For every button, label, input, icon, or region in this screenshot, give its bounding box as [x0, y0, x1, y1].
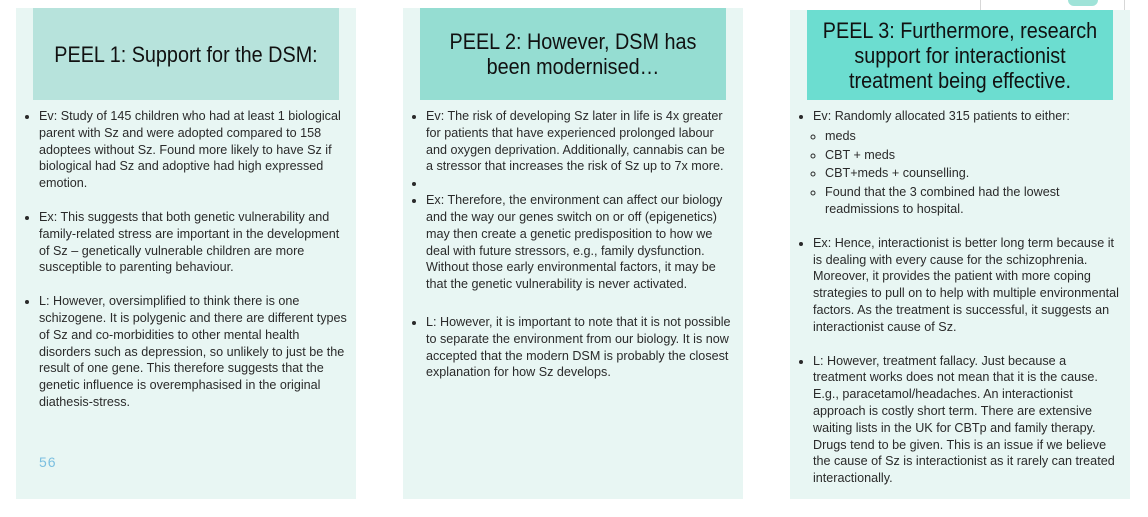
peel-3-explanation: • Ex: Hence, interactionist is better long term because it is dealing with every cause for the schizophrenia. Moreover, it provides the patient with more coping strategies to pull on to help with multiple environmental factors. As the treatment is successful, it suggests an interactionist cause of Sz. [813, 235, 1122, 336]
peel-1-body [16, 100, 356, 411]
peel-1-title: PEEL 1: Support for the DSM: [33, 8, 339, 100]
corner-tab-decoration [1068, 0, 1098, 6]
peel-3-card [790, 10, 1130, 499]
peel-2-list [411, 108, 735, 381]
peel-3-evidence-text: Ev: Randomly allocated 315 patients to either: [813, 109, 1070, 123]
peel-3-link: • L: However, treatment fallacy. Just because a treatment works does not mean that it is the cause. E.g., paracetamol/headaches. An interactionist approach is costly short term. There are extensive waiting lists in the UK for CBTp and family therapy. Drugs tend to be given. This is an issue if we believe the cause of Sz is interactionist as it rarely can treated interactionally. [813, 353, 1122, 487]
peel-3-body [790, 100, 1130, 487]
peel-2-body [403, 100, 743, 381]
peel-2-link: • L: However, it is important to note that it is not possible to separate the environment from our biology. It is now accepted that the modern DSM is probably the closest explanation for how Sz develops. [426, 314, 735, 381]
peel-2-card [403, 8, 743, 499]
peel-2-explanation: • Ex: Therefore, the environment can affect our biology and the way our genes switch on or off (epigenetics) may then create a genetic predisposition to how we deal with future stressors, e.g., family dysfunction. Without those early environmental factors, it may be that the genetic vulnerability is never activated. [426, 192, 735, 293]
peel-3-title: PEEL 3: Furthermore, research support for interactionist treatment being effective. [807, 10, 1113, 100]
page-number: 56 [39, 454, 57, 470]
peel-3-sub-item: ◦ Found that the 3 combined had the lowest readmissions to hospital. [825, 184, 1122, 218]
peel-3-evidence [813, 108, 1122, 218]
peel-2-evidence: • Ev: The risk of developing Sz later in life is 4x greater for patients that have experienced prolonged labour and oxygen deprivation. Additionally, cannabis can be a stressor that increases the risk of Sz up to 7x more. [426, 108, 735, 175]
peel-3-sub-item: ◦ CBT + meds [825, 147, 1122, 164]
peel-1-explanation: • Ex: This suggests that both genetic vulnerability and family-related stress are important in the development of Sz – genetically vulnerable children are more susceptible to parenting behaviour. [39, 209, 348, 276]
peel-1-link: • L: However, oversimplified to think there is one schizogene. It is polygenic and there are different types of Sz and co-morbidities to other mental health disorders such as depression, so unlikely to just be the result of one gene. This therefore suggests that the genetic influence is overemphasised in the original diathesis-stress. [39, 293, 348, 411]
peel-1-list [24, 108, 348, 411]
peel-2-empty-point [426, 175, 735, 192]
peel-3-sub-list [813, 128, 1122, 218]
peel-1-evidence: • Ev: Study of 145 children who had at least 1 biological parent with Sz and were adopted compared to 158 adoptees without Sz. Found more likely to have Sz if biological had Sz and adoptive had high expressed emotion. [39, 108, 348, 192]
peel-2-title: PEEL 2: However, DSM has been modernised… [420, 8, 726, 100]
peel-3-sub-item: ◦ meds [825, 128, 1122, 145]
peel-3-list [798, 108, 1122, 487]
peel-1-card [16, 8, 356, 499]
peel-3-sub-item: ◦ CBT+meds + counselling. [825, 165, 1122, 182]
